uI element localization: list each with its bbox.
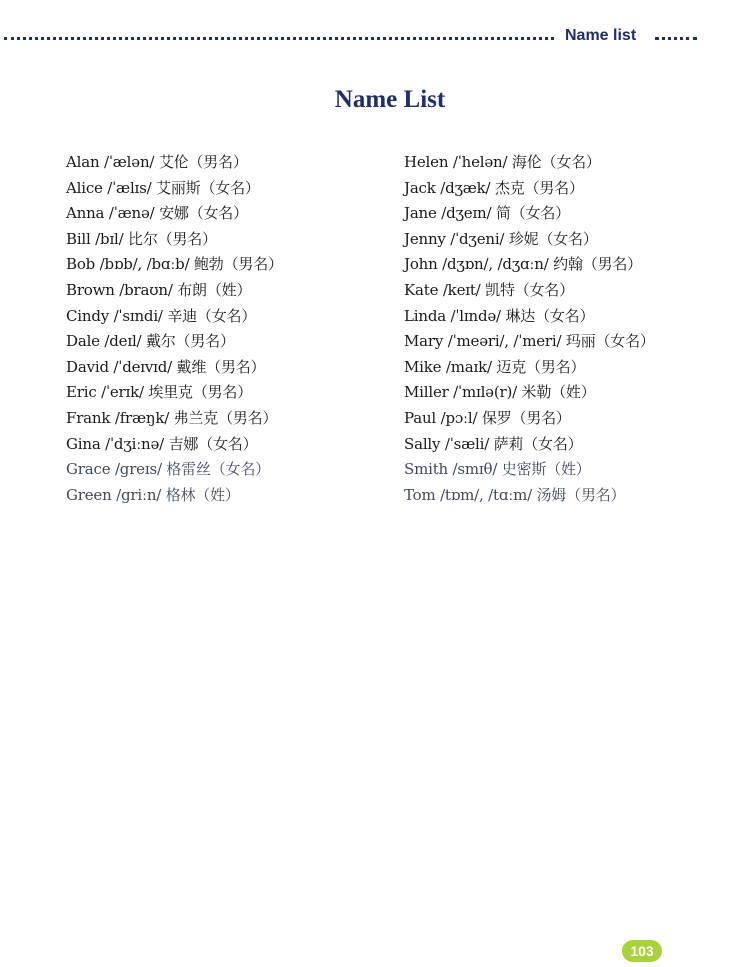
section-label: Name list [565, 27, 637, 44]
list-item: David /ˈdeɪvɪd/ 戴维（男名） [66, 357, 266, 376]
list-item: Kate /keɪt/ 凯特（女名） [404, 280, 574, 299]
list-item: Frank /fræŋk/ 弗兰克（男名） [66, 408, 278, 427]
list-item: Jenny /ˈdʒeni/ 珍妮（女名） [404, 229, 598, 248]
list-item: Eric /ˈerɪk/ 埃里克（男名） [66, 383, 253, 402]
header-dotted-rule-left [4, 37, 554, 40]
header-dotted-rule-right [655, 37, 697, 40]
list-item: Miller /ˈmɪlə(r)/ 米勒（姓） [404, 383, 596, 402]
list-item: Alan /ˈælən/ 艾伦（男名） [66, 153, 248, 171]
list-item: Helen /ˈhelən/ 海伦（女名） [404, 153, 601, 171]
list-item: Alice /ˈælɪs/ 艾丽斯（女名） [66, 178, 260, 197]
list-item: Anna /ˈænə/ 安娜（女名） [66, 204, 248, 223]
list-item: Jack /dʒæk/ 杰克（男名） [404, 178, 584, 197]
page-title: Name List [334, 86, 446, 113]
list-item: Smith /smɪθ/ 史密斯（姓） [404, 460, 591, 479]
list-item: Cindy /ˈsɪndi/ 辛迪（女名） [66, 306, 257, 325]
name-list-right-column [404, 150, 734, 508]
list-item: Sally /ˈsæli/ 萨莉（女名） [404, 434, 583, 453]
list-item: Gina /ˈdʒiːnə/ 吉娜（女名） [66, 434, 258, 453]
page-number-badge: 103 [622, 940, 662, 962]
list-item: Grace /greɪs/ 格雷丝（女名） [66, 460, 270, 479]
list-item: Paul /pɔːl/ 保罗（男名） [404, 408, 571, 427]
list-item: Tom /tɒm/, /tɑːm/ 汤姆（男名） [404, 485, 626, 504]
list-item: Dale /deɪl/ 戴尔（男名） [66, 332, 235, 351]
list-item: Green /griːn/ 格林（姓） [66, 485, 240, 504]
list-item: Mary /ˈmeəri/, /ˈmeri/ 玛丽（女名） [404, 332, 655, 351]
list-item: John /dʒɒn/, /dʒɑːn/ 约翰（男名） [404, 255, 642, 274]
list-item: Bob /bɒb/, /bɑːb/ 鲍勃（男名） [66, 255, 283, 274]
list-item: Brown /braʊn/ 布朗（姓） [66, 280, 252, 299]
list-item: Bill /bɪl/ 比尔（男名） [66, 229, 217, 248]
list-item: Mike /maɪk/ 迈克（男名） [404, 357, 586, 376]
name-list-left-column [66, 150, 386, 508]
list-item: Linda /ˈlɪndə/ 琳达（女名） [404, 306, 595, 325]
list-item: Jane /dʒeɪn/ 简（女名） [404, 204, 570, 223]
